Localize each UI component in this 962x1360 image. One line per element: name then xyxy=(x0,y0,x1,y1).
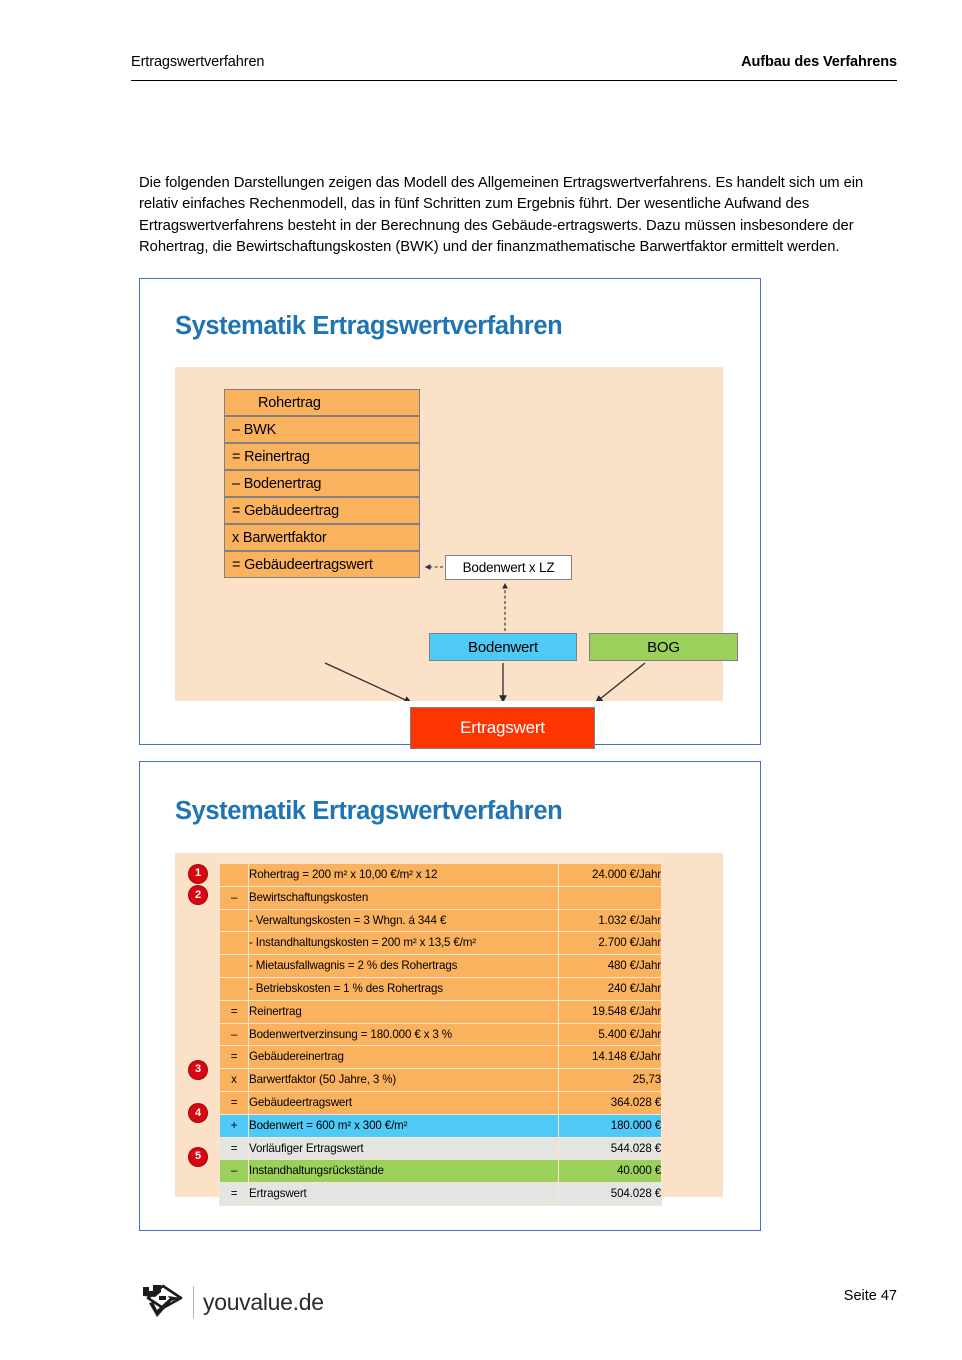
table-cell-value: 1.032 €/Jahr xyxy=(559,909,662,932)
stack-row-label: – BWK xyxy=(232,421,277,438)
figure-one-title: Systematik Ertragswertverfahren xyxy=(175,312,563,340)
stack-row-gebaeudeertrag xyxy=(224,497,420,524)
footer-logo xyxy=(140,1283,324,1321)
table-row xyxy=(220,955,662,978)
table-cell-value: 240 €/Jahr xyxy=(559,977,662,1000)
node-bog: BOG xyxy=(589,633,738,661)
table-cell-operator: – xyxy=(220,1160,249,1183)
table-row xyxy=(220,932,662,955)
page-header xyxy=(131,54,897,81)
page-number: Seite 47 xyxy=(843,1288,897,1304)
table-cell-operator: = xyxy=(220,1046,249,1069)
header-left-title: Ertragswertverfahren xyxy=(131,54,265,70)
table-cell-label: - Mietausfallwagnis = 2 % des Rohertrags xyxy=(249,955,559,978)
table-row xyxy=(220,1091,662,1114)
table-cell-label: Ertragswert xyxy=(249,1183,559,1206)
table-cell-value: 19.548 €/Jahr xyxy=(559,1000,662,1023)
table-cell-label: Gebäudeertragswert xyxy=(249,1091,559,1114)
table-cell-operator xyxy=(220,977,249,1000)
stack-row-rohertrag xyxy=(224,389,420,416)
stack-row-bodenertrag xyxy=(224,470,420,497)
stack-row-label: Rohertrag xyxy=(258,394,321,411)
table-cell-label: Barwertfaktor (50 Jahre, 3 %) xyxy=(249,1069,559,1092)
table-cell-operator: = xyxy=(220,1091,249,1114)
stack-row-bwk xyxy=(224,416,420,443)
table-cell-value: 5.400 €/Jahr xyxy=(559,1023,662,1046)
table-row xyxy=(220,1183,662,1206)
table-cell-operator xyxy=(220,955,249,978)
table-cell-label: - Verwaltungskosten = 3 Whgn. á 344 € xyxy=(249,909,559,932)
stack-row-label: = Gebäudeertragswert xyxy=(232,556,373,573)
table-row xyxy=(220,909,662,932)
footer-logo-text: youvalue.de xyxy=(203,1288,324,1315)
stack-row-reinertrag xyxy=(224,443,420,470)
table-cell-label: Instandhaltungsrückstände xyxy=(249,1160,559,1183)
table-cell-operator xyxy=(220,864,249,887)
table-cell-label: Bewirtschaftungskosten xyxy=(249,886,559,909)
table-cell-operator: – xyxy=(220,1023,249,1046)
table-cell-operator xyxy=(220,932,249,955)
table-cell-operator: + xyxy=(220,1114,249,1137)
figure-berechnung-diagram xyxy=(139,761,761,1231)
youvalue-house-check-icon xyxy=(140,1283,184,1321)
table-cell-operator xyxy=(220,909,249,932)
figure-one-panel xyxy=(175,367,723,737)
table-cell-label: Bodenwert = 600 m² x 300 €/m² xyxy=(249,1114,559,1137)
footer-divider xyxy=(193,1286,194,1318)
table-cell-operator: x xyxy=(220,1069,249,1092)
step-badge-3: 3 xyxy=(189,1061,207,1079)
table-cell-value: 180.000 € xyxy=(559,1114,662,1137)
table-cell-value: 25,73 xyxy=(559,1069,662,1092)
table-row xyxy=(220,1023,662,1046)
figure-two-panel xyxy=(175,853,723,1201)
table-cell-label: - Instandhaltungskosten = 200 m² x 13,5 €/m² xyxy=(249,932,559,955)
table-cell-operator: = xyxy=(220,1000,249,1023)
table-cell-value: 504.028 € xyxy=(559,1183,662,1206)
stack-row-label: = Gebäudeertrag xyxy=(232,502,340,519)
table-row xyxy=(220,1160,662,1183)
stack-row-barwertfaktor xyxy=(224,524,420,551)
stack-row-gebaeudeertragswert xyxy=(224,551,420,578)
table-cell-label: Rohertrag = 200 m² x 10,00 €/m² x 12 xyxy=(249,864,559,887)
table-row xyxy=(220,886,662,909)
table-row xyxy=(220,1114,662,1137)
table-cell-value: 24.000 €/Jahr xyxy=(559,864,662,887)
stack-row-label: – Bodenertrag xyxy=(232,475,322,492)
table-cell-operator: = xyxy=(220,1137,249,1160)
table-cell-value: 14.148 €/Jahr xyxy=(559,1046,662,1069)
step-badge-4: 4 xyxy=(189,1104,207,1122)
table-cell-value: 40.000 € xyxy=(559,1160,662,1183)
table-cell-label: Reinertrag xyxy=(249,1000,559,1023)
step-badge-5: 5 xyxy=(189,1148,207,1166)
table-cell-operator: = xyxy=(220,1183,249,1206)
node-ertragswert: Ertragswert xyxy=(410,707,595,749)
node-bodenwert: Bodenwert xyxy=(429,633,577,661)
step-badge-2: 2 xyxy=(189,886,207,904)
table-row xyxy=(220,864,662,887)
header-right-title: Aufbau des Verfahrens xyxy=(741,54,897,70)
step-badge-1: 1 xyxy=(189,865,207,883)
figure-two-title: Systematik Ertragswertverfahren xyxy=(175,797,563,825)
figure-systematik-diagram xyxy=(139,278,761,745)
table-row xyxy=(220,1069,662,1092)
calculation-table xyxy=(219,863,662,1206)
table-row xyxy=(220,1000,662,1023)
stack-row-label: x Barwertfaktor xyxy=(232,529,327,546)
table-cell-value: 364.028 € xyxy=(559,1091,662,1114)
table-row xyxy=(220,1046,662,1069)
node-bodenwert-x-lz: Bodenwert x LZ xyxy=(445,555,572,580)
table-cell-label: Vorläufiger Ertragswert xyxy=(249,1137,559,1160)
table-cell-value: 2.700 €/Jahr xyxy=(559,932,662,955)
stack-row-label: = Reinertrag xyxy=(232,448,310,465)
table-cell-label: Gebäudereinertrag xyxy=(249,1046,559,1069)
table-cell-label: - Betriebskosten = 1 % des Rohertrags xyxy=(249,977,559,1000)
table-cell-label: Bodenwertverzinsung = 180.000 € x 3 % xyxy=(249,1023,559,1046)
intro-paragraph: Die folgenden Darstellungen zeigen das Modell des Allgemeinen Ertragswertverfahrens. Es handelt sich um ein relativ einfaches Rechenmodell, das in fünf Schritten zum Ergebnis führt. Der wesentliche Aufwand des Ertragswertverfahrens besteht in der Berechnung des Gebäude-ertragswerts. Dazu müssen insbesondere der Rohertrag, die Bewirtschaftungskosten (BWK) und der finanzmathematische Barwertfaktor ermittelt werden. xyxy=(139,174,864,256)
table-row xyxy=(220,977,662,1000)
table-cell-value xyxy=(559,886,662,909)
table-cell-operator: – xyxy=(220,886,249,909)
table-cell-value: 480 €/Jahr xyxy=(559,955,662,978)
table-row xyxy=(220,1137,662,1160)
table-cell-value: 544.028 € xyxy=(559,1137,662,1160)
